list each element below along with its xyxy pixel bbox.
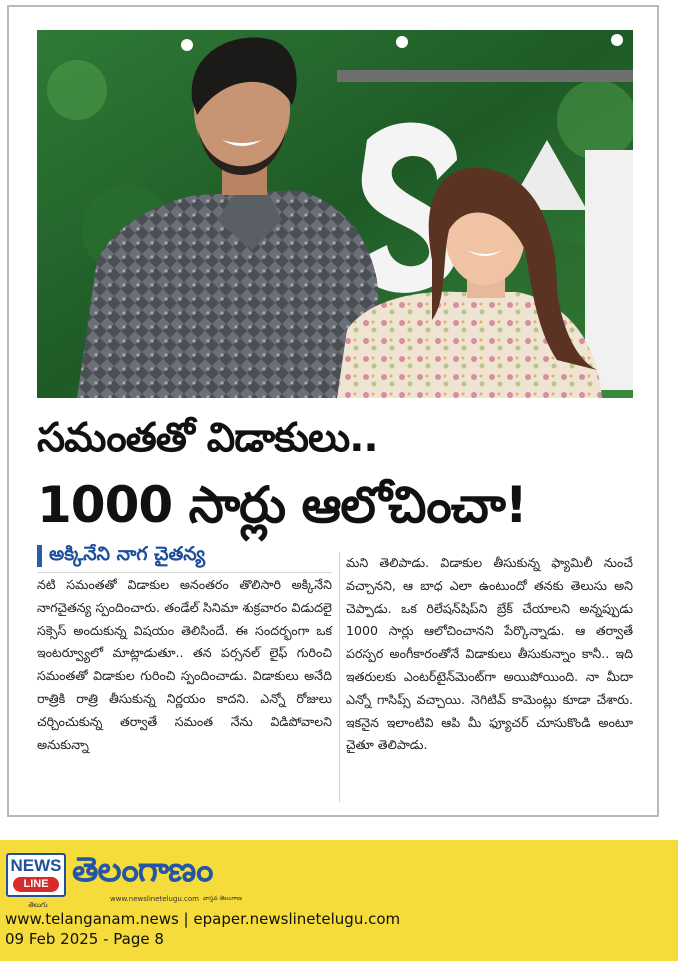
column-divider xyxy=(339,552,340,802)
headline-line-1: సమంతతో విడాకులు.. xyxy=(37,415,378,461)
article-column-right: మని తెలిపాడు. విడాకుల తీసుకున్న ఫ్యామిలీ నుంచే వచ్చానని, ఆ బాధ ఎలా ఉంటుందో తనకు తెలుసు అని చెప్పాడు. ఒక రిలేషన్‌షిప్‌ని బ్రేక్ చేయాలని అన్నప్పుడు 1000 సార్లు ఆలోచించానని పేర్కొన్నాడు. ఆ తర్వాతే పరస్పర అంగీకారంతోనే విడాకులు తీసుకున్నాం కానీ.. ఇది ఇతరులకు ఎంటర్‌టైన్‌మెంట్‌గా అయిపోయింది. నా మీదా ఎన్నో గాసిప్స్ వచ్చాయి. నెగిటివ్ కామెంట్లు కూడా చేశారు. ఇకనైన ఇలాంటివి ఆపి మీ ఫ్యూచర్ చూసుకొండి అంటూ చైతూ తెలిపాడు. xyxy=(346,555,633,753)
logo-news-text: NEWS xyxy=(10,856,62,875)
footer-date-page: 09 Feb 2025 - Page 8 xyxy=(5,930,164,948)
logo-line-text: LINE xyxy=(13,877,59,892)
newsline-logo xyxy=(6,853,66,909)
brand-url: www.newslinetelugu.com xyxy=(110,895,199,903)
headline-line-2: 1000 సార్లు ఆలోచించా! xyxy=(37,476,527,534)
footer-banner xyxy=(0,840,678,961)
byline-box xyxy=(37,542,332,573)
footer-links[interactable]: www.telanganam.news | epaper.newslinetelugu.com xyxy=(5,910,401,928)
brand-tagline: వాస్తవ తెలంగాణ xyxy=(203,895,242,902)
article-column-left: నటి సమంతతో విడాకుల అనంతరం తొలిసారి అక్కినేని నాగచైతన్య స్పందించారు. తండేల్ సినిమా శుక్రవారం విడుదలై సక్సెస్ అందుకున్న విషయం తెలిసిందే. ఈ సందర్భంగా ఒక ఇంటర్వ్యూలో మాట్లాడుతూ.. తన పర్సనల్ లైఫ్ గురించి సమంతతో విడాకుల గురించి స్పందించాడు. విడాకులు అనేది రాత్రికి రాత్రి తీసుకున్న నిర్ణయం కాదని. ఎన్నో రోజులు చర్చించుకున్న తర్వాతే సమంత నేను విడిపోవాలని అనుకున్నా xyxy=(37,577,332,752)
byline: అక్కినేని నాగ చైతన్య xyxy=(49,543,206,565)
byline-accent-bar xyxy=(37,545,42,567)
brand-name: తెలంగాణం xyxy=(72,850,213,890)
logo-sub-text: తెలుగు xyxy=(28,901,48,909)
article-photo xyxy=(37,30,633,398)
